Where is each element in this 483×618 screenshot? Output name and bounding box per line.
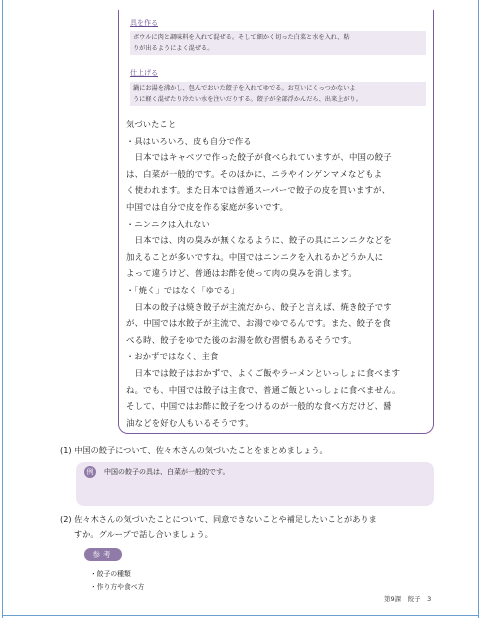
essay-line: べる時、餃子をゆでた後のお湯を飲む習慣もあるそうです。	[126, 334, 357, 345]
essay-heading: 気づいたこと	[126, 119, 177, 129]
observations-essay	[126, 116, 431, 431]
reference-item: ・餃子の種類	[90, 570, 131, 578]
page-frame-left	[2, 0, 3, 618]
essay-line: 日本ではキャベツで作った餃子が食べられていますが、中国の餃子	[126, 152, 392, 163]
step-line: りが出るようによく混ぜる。	[133, 45, 214, 52]
essay-line: 日本の餃子は焼き餃子が主流だから、餃子と言えば、焼き餃子です	[126, 301, 392, 312]
example-badge: 例	[84, 466, 96, 478]
question-1: (1) 中国の餃子について、佐々木さんの気づいたことをまとめましょう。	[60, 445, 328, 455]
essay-line: く使われます。また日本では普通スーパーで餃子の皮を買いますが、	[126, 185, 391, 196]
essay-line: 加えることが多いですね。中国ではニンニクを入れるかどうか人に	[126, 251, 384, 262]
step-body-filling	[130, 31, 426, 55]
essay-subheading: ・具はいろいろ、皮も自分で作る	[126, 135, 252, 146]
essay-line: が、中国では水餃子が主流で、お湯でゆでるんです。また、餃子を食	[126, 318, 391, 329]
essay-line: よって違うけど、普通はお酢を使って肉の臭みを消します。	[126, 268, 357, 279]
page-frame-bottom	[2, 615, 479, 616]
question-2-line-1: (2) 佐々木さんの気づいたことについて、同意できないことや補足したいことがありま	[60, 514, 377, 524]
step-body-finish	[130, 82, 426, 106]
essay-line: 日本では、肉の臭みが無くなるように、餃子の具にニンニクなどを	[126, 235, 392, 246]
step-line: 鍋にお湯を沸かし、包んでおいた餃子を入れてゆでる。お互いにくっつかないよ	[133, 85, 356, 92]
step-heading-finish: 仕上げる	[130, 69, 158, 77]
essay-line: ね。でも、中国では餃子は主食で、普通ご飯といっしょに食べません。	[126, 384, 401, 395]
step-line: ボウルに肉と調味料を入れて混ぜる。そして細かく切った白菜と水を入れ、粘	[133, 34, 350, 41]
step-heading-filling: 具を作る	[130, 19, 158, 27]
example-answer-text: 中国の餃子の具は、白菜が一般的です。	[104, 468, 230, 476]
essay-line: 日本では餃子はおかずで、よくご飯やラーメンといっしょに食べます	[126, 367, 401, 378]
question-2-line-2: すか。グループで話し合いましょう。	[74, 529, 213, 539]
essay-line: そして、中国ではお酢に餃子をつけるのが一般的な食べ方だけど、醤	[126, 401, 392, 412]
essay-subheading: ・ニンニクは入れない	[126, 218, 210, 229]
essay-subheading: ・「焼く」ではなく「ゆでる」	[126, 284, 240, 295]
essay-line: は、白菜が一般的です。そのほかに、ニラやインゲンマメなどもよ	[126, 168, 383, 179]
step-line: うに軽く混ぜたり冷たい水を注いだりする。餃子が全部浮かんだら、出来上がり。	[133, 96, 362, 103]
page-footer: 第9課 餃子 3	[384, 595, 432, 603]
essay-subheading: ・おかずではなく、主食	[126, 351, 219, 362]
essay-line: 中国では自分で皮を作る家庭が多いです。	[126, 201, 289, 212]
reference-badge: 参考	[84, 548, 122, 561]
essay-line: 油などを好む人もいるそうです。	[126, 417, 254, 428]
page-frame-right	[478, 0, 479, 618]
reference-item: ・作り方や食べ方	[90, 583, 145, 591]
